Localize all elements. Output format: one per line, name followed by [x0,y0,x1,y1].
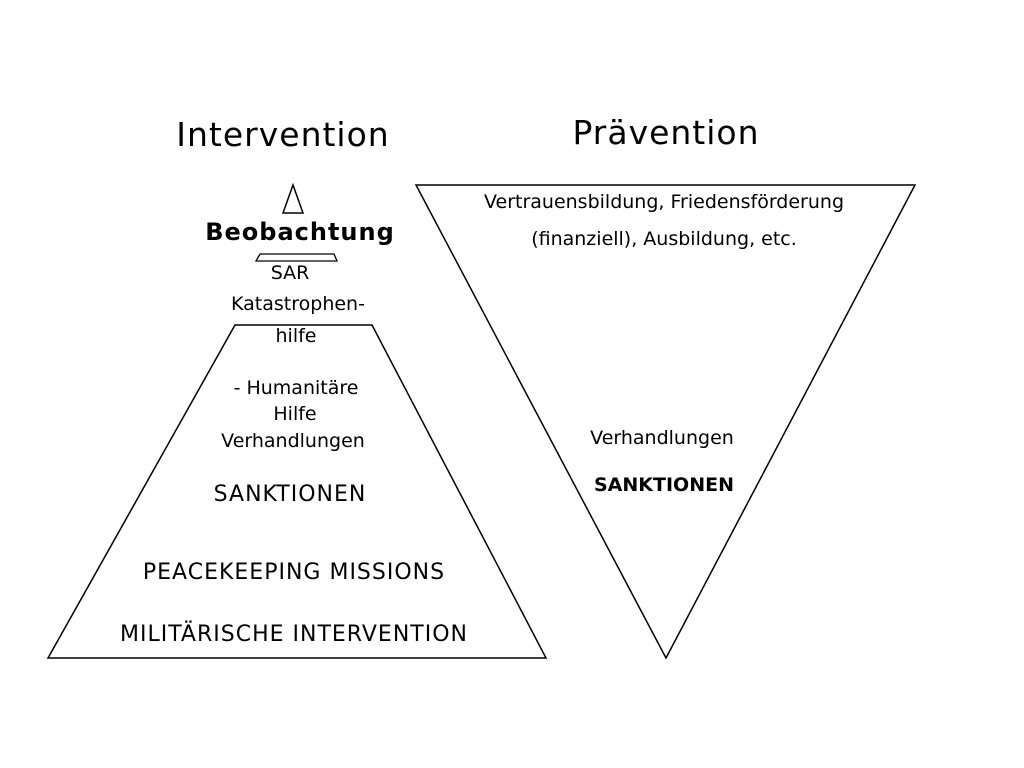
pyramid-slab [256,254,337,261]
prevention-inverted-triangle [416,185,915,658]
humanitaere-hilfe-label-line2: Hilfe [273,403,317,425]
intervention-verhandlungen-label: Verhandlungen [221,430,365,452]
katastrophenhilfe-label-line1: Katastrophen- [231,293,365,315]
humanitaere-hilfe-label-line1: - Humanitäre [233,377,359,399]
praevention-verhandlungen-label: Verhandlungen [590,427,734,449]
praevention-line1-label: Vertrauensbildung, Friedensförderung [483,191,845,213]
praevention-heading: Prävention [572,113,760,152]
beobachtung-label: Beobachtung [205,218,395,246]
sar-label: SAR [270,262,310,284]
peacekeeping-missions-label: PEACEKEEPING MISSIONS [142,560,446,585]
intervention-heading: Intervention [176,115,390,154]
katastrophenhilfe-label-line2: hilfe [275,325,317,347]
militaerische-intervention-label: MILITÄRISCHE INTERVENTION [119,622,469,647]
intervention-sanktionen-label: SANKTIONEN [213,482,367,507]
praevention-line2-label: (finanziell), Ausbildung, etc. [531,228,797,250]
pyramid-tip-triangle [283,185,303,213]
praevention-sanktionen-label: SANKTIONEN [594,474,734,496]
